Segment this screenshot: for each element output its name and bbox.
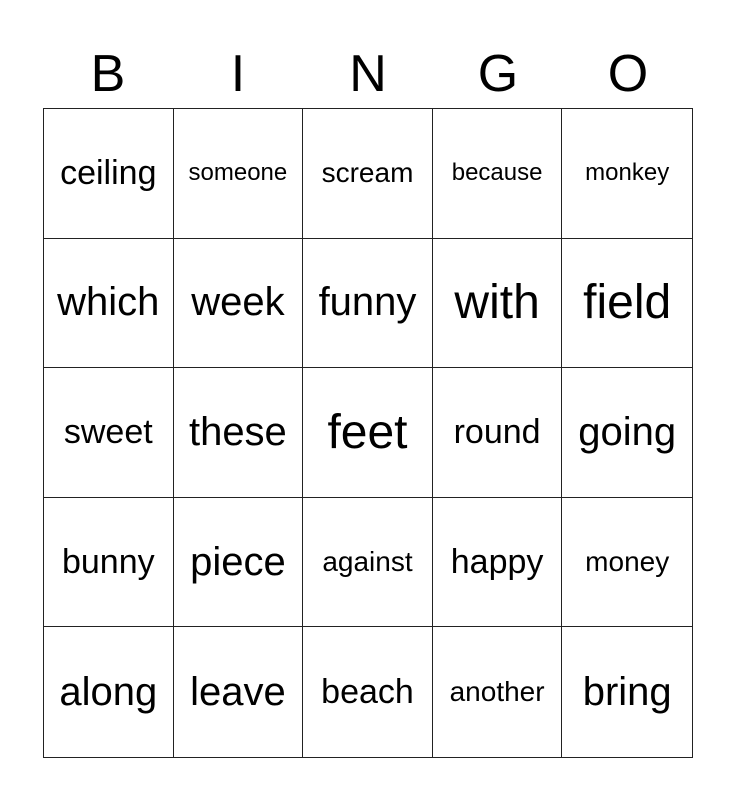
header-letter-o: O: [607, 45, 649, 103]
bingo-cell[interactable]: against: [303, 498, 433, 628]
bingo-cell[interactable]: leave: [174, 627, 304, 757]
bingo-cell[interactable]: sweet: [44, 368, 174, 498]
bingo-cell[interactable]: happy: [433, 498, 563, 628]
bingo-cell[interactable]: bring: [582, 669, 672, 714]
bingo-card-grid: [43, 108, 693, 758]
bingo-cell[interactable]: beach: [303, 627, 433, 757]
bingo-cell[interactable]: funny: [303, 239, 433, 369]
bingo-cell[interactable]: round: [433, 368, 563, 498]
bingo-cell[interactable]: which: [44, 239, 174, 369]
bingo-cell[interactable]: ceiling: [44, 109, 174, 239]
bingo-cell[interactable]: because: [433, 109, 563, 239]
bingo-cell[interactable]: field: [562, 239, 692, 369]
bingo-cell[interactable]: bunny: [44, 498, 174, 628]
header-letter-g: G: [477, 45, 519, 103]
bingo-cell[interactable]: monkey: [562, 109, 692, 239]
bingo-cell[interactable]: another: [433, 627, 563, 757]
header-letter-b: B: [90, 45, 126, 103]
bingo-cell[interactable]: someone: [174, 109, 304, 239]
bingo-cell[interactable]: along: [44, 627, 174, 757]
bingo-cell[interactable]: these: [174, 368, 304, 498]
bingo-cell[interactable]: money: [562, 498, 692, 628]
header-letter-i: I: [230, 45, 246, 103]
bingo-cell[interactable]: with: [433, 239, 563, 369]
bingo-cell[interactable]: scream: [303, 109, 433, 239]
bingo-cell[interactable]: week: [174, 239, 304, 369]
bingo-cell[interactable]: feet: [303, 368, 433, 498]
bingo-cell[interactable]: piece: [174, 498, 304, 628]
bingo-cell[interactable]: going: [562, 368, 692, 498]
header-letter-n: N: [349, 45, 387, 103]
bingo-header: [43, 40, 693, 108]
